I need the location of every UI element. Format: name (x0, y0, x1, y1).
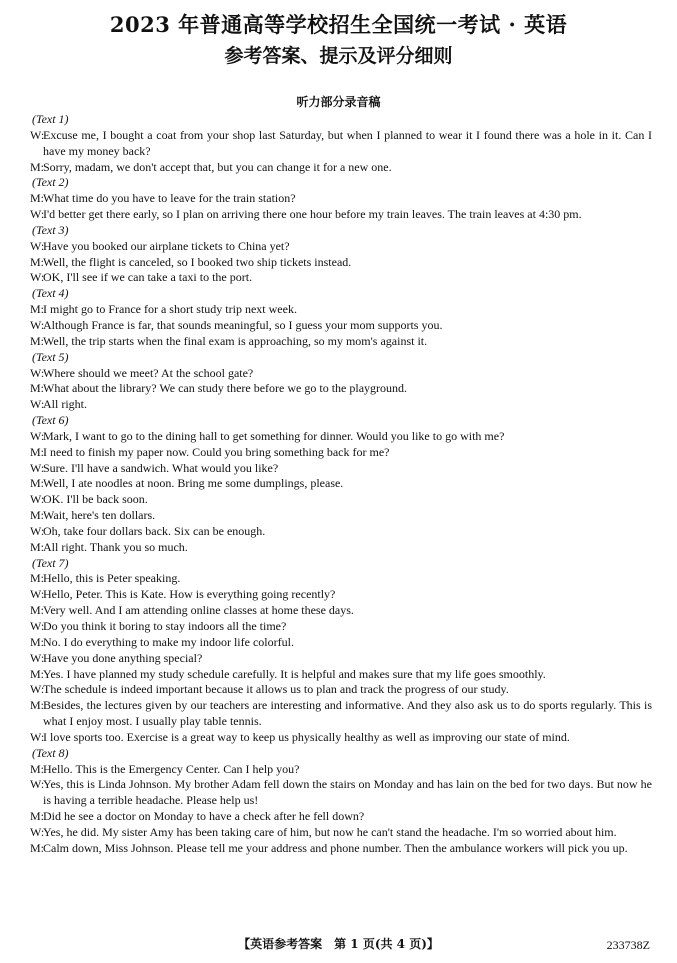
speaker-label: M: (30, 603, 45, 618)
speaker-label: M: (30, 159, 45, 174)
speaker-label: W: (30, 397, 45, 412)
dialogue-text: All right. (43, 397, 87, 412)
dialogue-line (30, 540, 652, 556)
document-code: 233738Z (606, 938, 650, 952)
dialogue-text: I'd better get there early, so I plan on arriving there one hour before my train leaves. The train leaves at 4:30 pm. (43, 207, 582, 222)
dialogue-line (30, 571, 652, 587)
text-heading: (Text 4) (32, 286, 69, 301)
speaker-label: W: (30, 682, 45, 697)
text-heading: (Text 3) (32, 222, 69, 237)
speaker-label: M: (30, 539, 45, 554)
dialogue-line (30, 461, 652, 477)
speaker-label: M: (30, 698, 45, 713)
dialogue-text: Sure. I'll have a sandwich. What would you like? (43, 460, 279, 475)
dialogue-text: What about the library? We can study there before we go to the playground. (43, 381, 408, 396)
dialogue-text: Hello, Peter. This is Kate. How is everything going recently? (43, 587, 336, 602)
dialogue-text: Well, I ate noodles at noon. Bring me some dumplings, please. (43, 476, 344, 491)
speaker-label: M: (30, 191, 45, 206)
dialogue-text: Did he see a doctor on Monday to have a check after he fell down? (43, 809, 365, 824)
dialogue-line (30, 366, 652, 382)
speaker-label: M: (30, 634, 45, 649)
dialogue-text: Sorry, madam, we don't accept that, but you can change it for a new one. (43, 159, 392, 174)
speaker-label: W: (30, 238, 45, 253)
dialogue-text: Do you think it boring to stay indoors all the time? (43, 619, 287, 633)
speaker-label: M: (30, 476, 45, 491)
dialogue-line (30, 207, 652, 223)
dialogue-line (30, 302, 652, 318)
dialogue-text: I love sports too. Exercise is a great way to keep us physically healthy as well as improving our state of mind. (43, 729, 570, 744)
speaker-label: M: (30, 254, 45, 269)
speaker-label: M: (30, 302, 45, 317)
speaker-label: W: (30, 428, 45, 443)
dialogue-line (30, 445, 652, 461)
speaker-label: M: (30, 809, 45, 824)
dialogue-text: Have you booked our airplane tickets to China yet? (43, 238, 290, 253)
dialogue-line (30, 619, 652, 635)
speaker-label: M: (30, 508, 45, 523)
dialogue-text: OK, I'll see if we can take a taxi to the port. (43, 270, 253, 285)
dialogue-text: Although France is far, that sounds meaningful, so I guess your mom supports you. (43, 317, 443, 332)
dialogue-line (30, 160, 652, 176)
dialogue-line (30, 318, 652, 334)
dialogue-text: Calm down, Miss Johnson. Please tell me your address and phone number. Then the ambulance workers will pick you up. (43, 840, 628, 855)
dialogue-line (30, 603, 652, 619)
speaker-label: W: (30, 777, 45, 792)
dialogue-line (30, 239, 652, 255)
speaker-label: M: (30, 571, 45, 586)
dialogue-line (30, 651, 652, 667)
speaker-label: W: (30, 127, 45, 142)
text-heading: (Text 8) (32, 745, 69, 760)
dialogue-line (30, 381, 652, 397)
dialogue-text: Well, the flight is canceled, so I booked two ship tickets instead. (43, 254, 352, 269)
dialogue-line (30, 508, 652, 524)
dialogue-text: What time do you have to leave for the train station? (43, 191, 296, 206)
speaker-label: W: (30, 729, 45, 744)
dialogue-line (30, 128, 652, 160)
dialogue-text: Yes, this is Linda Johnson. My brother Adam fell down the stairs on Monday and has lain on the bed for two days. But now he is having a terrible headache. Please help us! (43, 777, 652, 808)
dialogue-line (30, 429, 652, 445)
speaker-label: W: (30, 619, 45, 633)
dialogue-text: I might go to France for a short study trip next week. (43, 302, 297, 317)
dialogue-line (30, 809, 652, 825)
dialogue-line (30, 841, 652, 857)
listening-transcript (30, 112, 652, 857)
dialogue-line (30, 730, 652, 746)
text-heading: (Text 2) (32, 175, 69, 190)
dialogue-line (30, 587, 652, 603)
dialogue-text: Besides, the lectures given by our teachers are interesting and informative. And they also ask us to do sports regularly. This is what I enjoy most. I usually play table tennis. (43, 698, 652, 729)
dialogue-text: Wait, here's ten dollars. (43, 508, 156, 523)
dialogue-text: I need to finish my paper now. Could you bring something back for me? (43, 444, 390, 459)
dialogue-line (30, 334, 652, 350)
dialogue-text: Hello. This is the Emergency Center. Can I help you? (43, 761, 300, 776)
speaker-label: M: (30, 333, 45, 348)
dialogue-text: Yes, he did. My sister Amy has been taking care of him, but now he can't stand the headache. I'm so worried about him. (43, 824, 617, 839)
exam-title: 2023 年普通高等学校招生全国统一考试 · 英语 (109, 12, 568, 37)
dialogue-line (30, 762, 652, 778)
page-footer: 【英语参考答案 第 1 页(共 4 页)】 (238, 937, 439, 951)
dialogue-text: All right. Thank you so much. (43, 539, 188, 554)
text-heading: (Text 5) (32, 349, 69, 364)
dialogue-line (30, 698, 652, 730)
dialogue-line (30, 667, 652, 683)
speaker-label: W: (30, 824, 45, 839)
dialogue-line (30, 825, 652, 841)
dialogue-text: Where should we meet? At the school gate? (43, 365, 254, 380)
speaker-label: W: (30, 317, 45, 332)
speaker-label: W: (30, 650, 45, 665)
dialogue-text: The schedule is indeed important because it allows us to plan and track the progress of our study. (43, 682, 509, 697)
dialogue-line (30, 777, 652, 809)
dialogue-text: Yes. I have planned my study schedule carefully. It is helpful and makes sure that my life goes smoothly. (43, 666, 546, 681)
text-heading: (Text 1) (32, 112, 69, 126)
speaker-label: M: (30, 761, 45, 776)
dialogue-text: Well, the trip starts when the final exam is approaching, so my mom's against it. (43, 333, 428, 348)
speaker-label: W: (30, 460, 45, 475)
dialogue-text: No. I do everything to make my indoor life colorful. (43, 634, 294, 649)
dialogue-line (30, 397, 652, 413)
speaker-label: M: (30, 840, 45, 855)
speaker-label: W: (30, 523, 45, 538)
speaker-label: M: (30, 444, 45, 459)
speaker-label: M: (30, 666, 45, 681)
dialogue-line (30, 682, 652, 698)
speaker-label: W: (30, 207, 45, 222)
dialogue-line (30, 635, 652, 651)
answer-key-subtitle: 参考答案、提示及评分细则 (224, 45, 453, 67)
dialogue-line (30, 255, 652, 271)
text-heading: (Text 7) (32, 555, 69, 570)
listening-transcript-heading: 听力部分录音稿 (296, 95, 381, 109)
dialogue-line (30, 476, 652, 492)
dialogue-line (30, 492, 652, 508)
dialogue-text: Oh, take four dollars back. Six can be enough. (43, 523, 266, 538)
speaker-label: W: (30, 492, 45, 507)
dialogue-text: Have you done anything special? (43, 650, 203, 665)
text-heading: (Text 6) (32, 413, 69, 428)
dialogue-text: Excuse me, I bought a coat from your shop last Saturday, but when I planned to wear it I found there was a hole in it. Can I have my money back? (43, 127, 652, 158)
dialogue-text: Mark, I want to go to the dining hall to get something for dinner. Would you like to go with me? (43, 428, 505, 443)
dialogue-text: Very well. And I am attending online classes at home these days. (43, 603, 354, 618)
speaker-label: W: (30, 270, 45, 285)
dialogue-text: OK. I'll be back soon. (43, 492, 148, 507)
dialogue-line (30, 191, 652, 207)
dialogue-line (30, 524, 652, 540)
speaker-label: M: (30, 381, 45, 396)
speaker-label: W: (30, 587, 45, 602)
speaker-label: W: (30, 365, 45, 380)
dialogue-text: Hello, this is Peter speaking. (43, 571, 181, 586)
dialogue-line (30, 270, 652, 286)
